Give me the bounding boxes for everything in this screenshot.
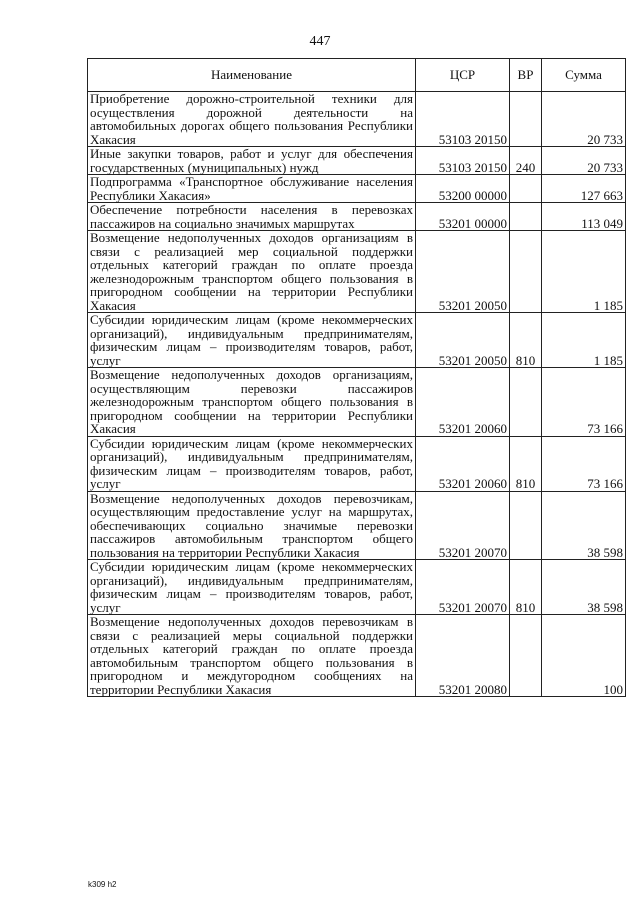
header-sum: Сумма — [542, 59, 626, 92]
page-number: 447 — [309, 34, 331, 49]
row-sum: 1 185 — [542, 313, 626, 368]
row-sum: 38 598 — [542, 560, 626, 615]
row-csr: 53103 20150 — [416, 92, 510, 147]
row-name: Подпрограмма «Транспортное обслуживание населения Республики Хакасия» — [88, 175, 416, 203]
row-csr: 53201 20080 — [416, 615, 510, 697]
row-sum: 73 166 — [542, 436, 626, 491]
row-vr — [510, 491, 542, 560]
row-sum: 1 185 — [542, 231, 626, 313]
table-header-row — [88, 59, 626, 92]
row-name: Иные закупки товаров, работ и услуг для обеспечения государственных (муниципальных) нужд — [88, 147, 416, 175]
table-row — [88, 203, 626, 231]
row-csr: 53201 20070 — [416, 491, 510, 560]
table-row — [88, 436, 626, 491]
row-name: Субсидии юридическим лицам (кроме некоммерческих организаций), индивидуальным предпринимателям, физическим лицам – производителям товаров, работ, услуг — [88, 436, 416, 491]
row-csr: 53201 20050 — [416, 231, 510, 313]
row-name: Субсидии юридическим лицам (кроме некоммерческих организаций), индивидуальным предпринимателям, физическим лицам – производителям товаров, работ, услуг — [88, 313, 416, 368]
row-vr — [510, 175, 542, 203]
row-sum: 20 733 — [542, 92, 626, 147]
row-vr: 810 — [510, 313, 542, 368]
row-csr: 53103 20150 — [416, 147, 510, 175]
row-name: Приобретение дорожно-строительной техники для осуществления дорожной деятельности на автомобильных дорогах общего пользования Республики Хакасия — [88, 92, 416, 147]
row-vr — [510, 231, 542, 313]
table-row — [88, 560, 626, 615]
row-vr: 810 — [510, 560, 542, 615]
row-name: Возмещение недополученных доходов организациям в связи с реализацией мер социальной поддержки отдельных категорий граждан по оплате проезда железнодорожным транспортом общего пользования в пригородном сообщении на территории Республики Хакасия — [88, 231, 416, 313]
row-name: Возмещение недополученных доходов перевозчикам в связи с реализацией меры социальной поддержки отдельных категорий граждан по оплате проезда автомобильным транспортом общего пользования в пригородном и междугородном сообщениях на территории Республики Хакасия — [88, 615, 416, 697]
row-sum: 20 733 — [542, 147, 626, 175]
footer-code: k309 h2 — [88, 880, 117, 889]
header-csr: ЦСР — [416, 59, 510, 92]
row-vr — [510, 92, 542, 147]
row-name: Обеспечение потребности населения в перевозках пассажиров на социально значимых маршрутах — [88, 203, 416, 231]
row-vr: 240 — [510, 147, 542, 175]
table-row — [88, 491, 626, 560]
table-row — [88, 231, 626, 313]
table-row — [88, 368, 626, 437]
row-sum: 38 598 — [542, 491, 626, 560]
row-name: Субсидии юридическим лицам (кроме некоммерческих организаций), индивидуальным предпринимателям, физическим лицам – производителям товаров, работ, услуг — [88, 560, 416, 615]
header-vr: ВР — [510, 59, 542, 92]
table-row — [88, 175, 626, 203]
row-sum: 127 663 — [542, 175, 626, 203]
row-sum: 100 — [542, 615, 626, 697]
row-vr: 810 — [510, 436, 542, 491]
row-name: Возмещение недополученных доходов перевозчикам, осуществляющим предоставление услуг на маршрутах, обеспечивающих социально значимые перевозки пассажиров автомобильным транспортом общего пользования на территории Республики Хакасия — [88, 491, 416, 560]
row-vr — [510, 203, 542, 231]
table-row — [88, 615, 626, 697]
budget-table — [87, 58, 626, 697]
row-csr: 53201 00000 — [416, 203, 510, 231]
row-vr — [510, 368, 542, 437]
header-name: Наименование — [88, 59, 416, 92]
row-sum: 73 166 — [542, 368, 626, 437]
table-row — [88, 92, 626, 147]
row-csr: 53201 20060 — [416, 436, 510, 491]
row-sum: 113 049 — [542, 203, 626, 231]
table-row — [88, 313, 626, 368]
row-name: Возмещение недополученных доходов организациям, осуществляющим перевозки пассажиров железнодорожным транспортом общего пользования в пригородном сообщении на территории Республики Хакасия — [88, 368, 416, 437]
row-csr: 53200 00000 — [416, 175, 510, 203]
table-row — [88, 147, 626, 175]
row-csr: 53201 20050 — [416, 313, 510, 368]
row-csr: 53201 20060 — [416, 368, 510, 437]
row-vr — [510, 615, 542, 697]
row-csr: 53201 20070 — [416, 560, 510, 615]
